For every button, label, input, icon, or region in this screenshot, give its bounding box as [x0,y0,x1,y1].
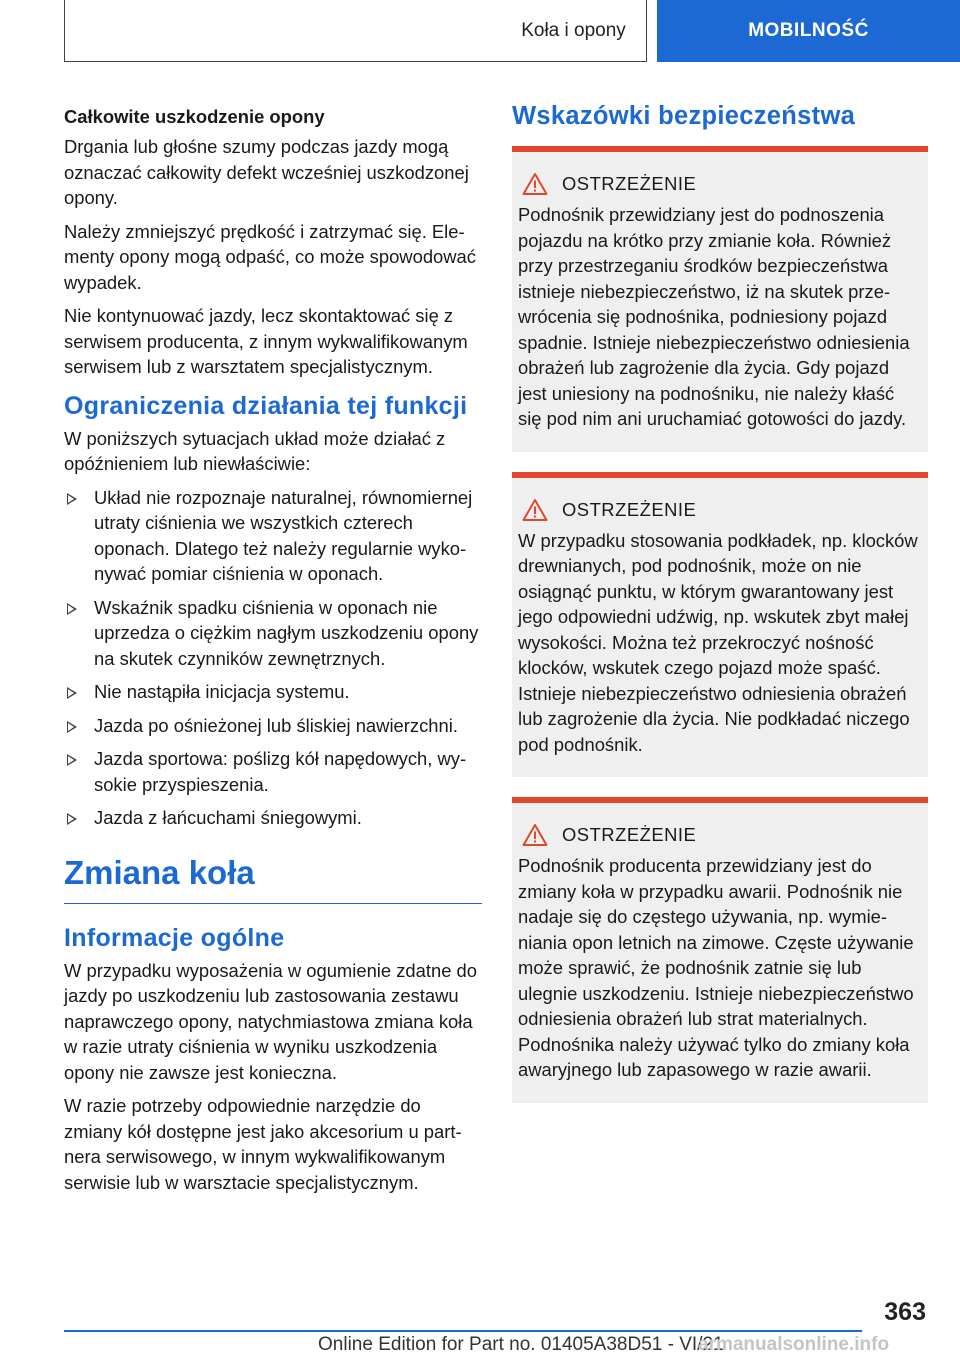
warning-box [512,146,928,452]
right-column [512,100,928,1123]
warning-text: Podnośnik producenta przewidziany jest do zmiany koła w przypadku awarii. Podnośnik nie nadaje się do częstego używania, np. wymieniania opon letnich na zimowe. Częste używanie może sprawić, że podnośnik zatnie się lub ulegnie uszkodzeniu. Istnieje niebezpieczeństwo odniesienia obrażeń lub strat materialnych. Podnośnika należy używać tylko do zmiany koła awaryjnego lub zapasowego w razie awarii. [518,855,914,1080]
limits-list [64,485,482,831]
paragraph: Należy zmniejszyć prędkość i zatrzymać się. Elementy opony mogą odpaść, co może spowodować wypadek. [64,220,476,293]
triangle-bullet-icon [67,603,77,615]
list-item-text: Jazda z łańcuchami śniegowymi. [94,807,362,828]
warning-box [512,797,928,1103]
page-number: 363 [884,1298,926,1326]
warning-text: Podnośnik przewidziany jest do podnoszenia pojazdu na krótko przy zmianie koła. Również przy przestrzeganiu środków bezpieczeństwa istnieje niebezpieczeństwo, iż na skutek przewrócenia się podnośnika, podniesiony pojazd spadnie. Istnieje niebezpieczeństwo odniesienia obrażeń lub zagrożenie dla życia. Gdy pojazd jest uniesiony na podnośniku, nie należy kłaść się pod nim ani uruchamiać gotowości do jazdy. [518,204,910,429]
triangle-bullet-icon [67,754,77,766]
paragraph: W poniższych sytuacjach układ może działać z opóźnieniem lub niewłaściwie: [64,427,446,474]
warning-header [518,823,920,847]
warning-header [518,172,920,196]
footer-watermark: armanualsonline.info [698,1334,890,1355]
paragraph: Nie kontynuować jazdy, lecz skontaktować się z serwisem producenta, z innym wykwalifikowanym serwisem lub z warsztatem specjalistycznym. [64,305,468,377]
paragraph: W razie potrzeby odpowiednie narzędzie do zmiany kół dostępne jest jako akcesorium u partnera serwisowego, w innym wykwalifikowanym serwisie lub w warsztacie specjalistycznym. [64,1095,462,1193]
triangle-bullet-icon [67,721,77,733]
list-item-text: Nie nastąpiła inicjacja systemu. [94,681,350,702]
triangle-bullet-icon [67,687,77,699]
list-item-text: Jazda po ośnieżonej lub śliskiej nawierzchni. [94,714,458,736]
footer-edition: Online Edition for Part no. 01405A38D51 - VI/21 [318,1334,724,1355]
header-chapter-tab: MOBILNOŚĆ [657,0,960,62]
triangle-bullet-icon [67,813,77,825]
paragraph: Drgania lub głośne szumy podczas jazdy mogą oznaczać całkowity defekt wcześniej uszkodzonej opony. [64,136,469,208]
heading-wheel-change: Zmiana koła [64,853,482,904]
subheading-tire-damage: Całkowite uszkodzenie opony [64,106,325,127]
list-item-text: Wskaźnik spadku ciśnienia w oponach nie uprzedza o ciężkim nagłym uszkodzeniu opony na skutek czynników zewnętrznych. [94,596,479,669]
list-item [64,485,482,587]
header-section-title: Koła i opony [521,20,626,41]
warning-title: OSTRZEŻENIE [562,498,697,520]
warning-title: OSTRZEŻENIE [562,173,697,194]
list-item-text: Układ nie rozpoznaje naturalnej, równomiernej utraty ciśnienia we wszystkich czterech oponach. Dlatego też należy regularnie wykonywać pomiar ciśnienia w oponach. [94,486,473,584]
list-item [64,805,482,831]
heading-safety-notes: Wskazówki bezpieczeństwa [512,102,856,130]
list-item [64,746,482,797]
paragraph: W przypadku wyposażenia w ogumienie zdatne do jazdy po uszkodzeniu lub zastosowania zestawu naprawczego opony, natychmiastowa zmiana koła w razie utraty ciśnienia w wyniku uszkodzenia opony nie zawsze jest konieczna. [64,959,477,1083]
warning-title: OSTRZEŻENIE [562,824,697,845]
heading-general-info: Informacje ogólne [64,923,285,952]
list-item [64,679,482,705]
left-column [64,100,482,1203]
footer-divider [64,1330,862,1332]
warning-triangle-icon [522,823,548,847]
heading-function-limits: Ograniczenia działania tej funkcji [64,391,468,420]
triangle-bullet-icon [67,493,77,505]
list-item-text: Jazda sportowa: poślizg kół napędowych, wysokie przyspieszenia. [94,748,467,795]
warning-text: W przypadku stosowania podkładek, np. klocków drewnianych, pod podnośnik, może on nie osiągnąć punktu, w którym gwarantowany jest jego odpowiedni udźwig, np. wskutek zbyt małej wysokości. Można też przekroczyć nośność klocków, wskutek czego pojazd może spaść. Istnieje niebezpieczeństwo odniesienia obrażeń lub zagrożenie dla życia. Nie podkładać niczego pod podnośnik. [518,529,918,755]
warning-box [512,472,928,778]
list-item [64,713,482,739]
warning-triangle-icon [522,498,548,522]
list-item [64,595,482,672]
warning-triangle-icon [522,172,548,196]
warning-header [518,498,920,522]
